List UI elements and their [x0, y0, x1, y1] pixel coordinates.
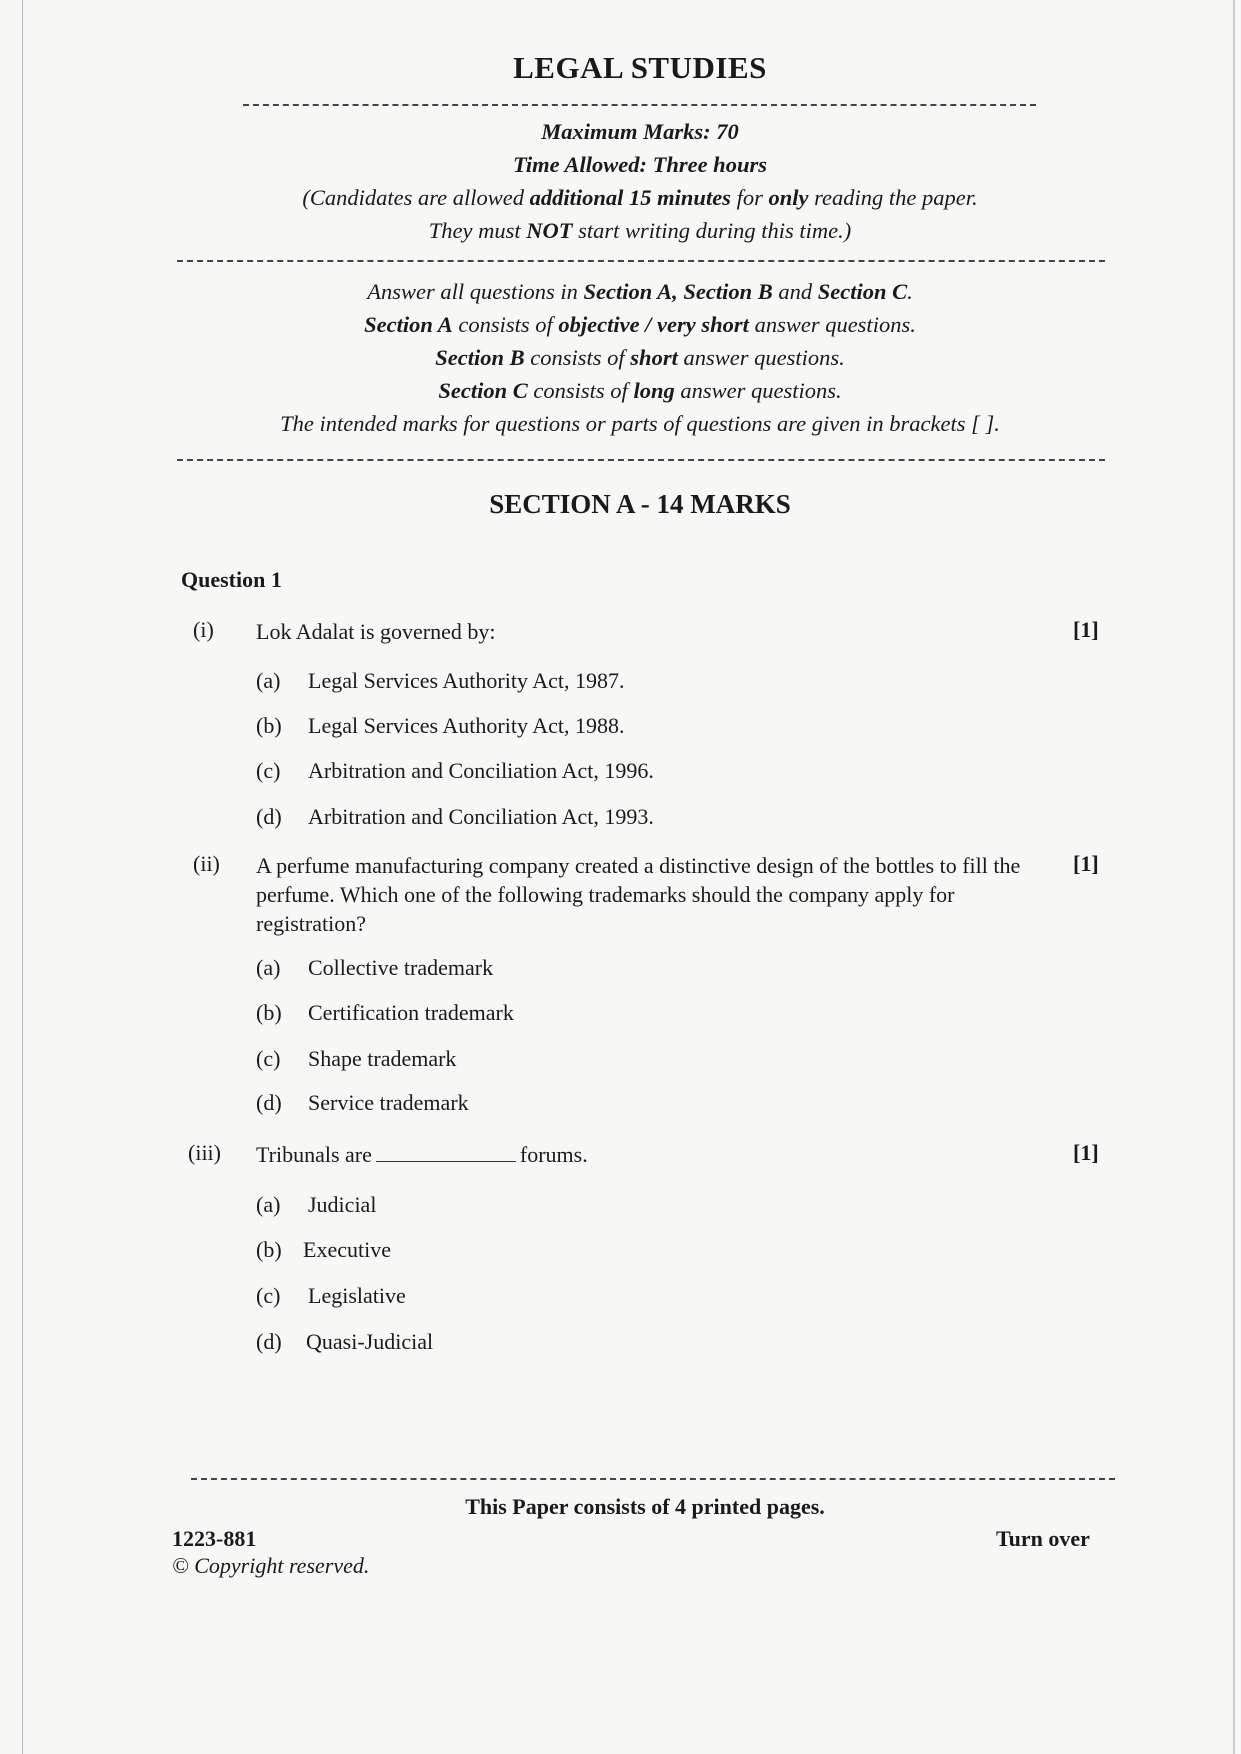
- option-text: Arbitration and Conciliation Act, 1996.: [308, 758, 654, 783]
- instruction-line-5: The intended marks for questions or parts of questions are given in brackets [ ].: [280, 411, 1000, 436]
- question-marks: [1]: [1073, 617, 1099, 642]
- instr-1-post: .: [907, 279, 913, 304]
- time-allowed: Time Allowed: Three hours: [513, 152, 767, 177]
- writing-pre: They must: [428, 218, 527, 243]
- question-stem: Lok Adalat is governed by:: [256, 619, 496, 644]
- question-marks: [1]: [1073, 851, 1099, 876]
- instr-2-post: answer questions.: [748, 312, 916, 337]
- instr-3-bold-2: short: [630, 345, 678, 370]
- stem-post: forums.: [519, 1142, 588, 1167]
- instr-1-bold-2: Section C: [817, 279, 908, 304]
- instr-4-post: answer questions.: [674, 378, 842, 403]
- scan-edge-right: [1233, 0, 1235, 1754]
- scan-edge-left: [22, 0, 23, 1754]
- option-text: Quasi-Judicial: [306, 1329, 434, 1354]
- instr-1-pre: Answer all questions in: [367, 279, 584, 304]
- instr-2-bold-1: Section A: [364, 312, 453, 337]
- exam-header-info: [0, 115, 1241, 247]
- option-item: [256, 668, 625, 694]
- question-marks: [1]: [1073, 1140, 1099, 1165]
- option-letter: (a): [256, 955, 281, 980]
- fill-in-blank: [376, 1143, 516, 1162]
- option-item: [256, 713, 625, 739]
- option-text: Certification trademark: [308, 1000, 514, 1025]
- option-item: [256, 1283, 406, 1309]
- max-marks: Maximum Marks: 70: [541, 119, 739, 144]
- instr-4-bold-2: long: [633, 378, 675, 403]
- option-text: Legal Services Authority Act, 1987.: [308, 668, 625, 693]
- instr-4-bold-1: Section C: [438, 378, 528, 403]
- reading-time-post: reading the paper.: [808, 185, 978, 210]
- option-text: Collective trademark: [308, 955, 494, 980]
- divider-footer: [191, 1478, 1115, 1480]
- instruction-line-2: [0, 308, 1241, 341]
- option-letter: (b): [256, 1237, 282, 1262]
- option-letter: (c): [256, 758, 281, 783]
- option-letter: (b): [256, 1000, 282, 1025]
- option-item: [256, 1237, 391, 1263]
- instr-4-mid: consists of: [527, 378, 634, 403]
- reading-time-pre: (Candidates are allowed: [302, 185, 530, 210]
- option-letter: (c): [256, 1046, 281, 1071]
- divider-instructions: [177, 459, 1105, 461]
- divider-title: [243, 104, 1036, 106]
- option-item: [256, 758, 654, 784]
- option-text: Legal Services Authority Act, 1988.: [308, 713, 625, 738]
- option-text: Executive: [303, 1237, 391, 1262]
- writing-post: start writing during this time.): [572, 218, 852, 243]
- option-letter: (d): [256, 804, 282, 829]
- reading-time-bold-1: additional 15 minutes: [529, 185, 731, 210]
- reading-time-bold-2: only: [768, 185, 809, 210]
- option-text: Service trademark: [308, 1090, 469, 1115]
- instr-2-bold-2: objective / very short: [558, 312, 749, 337]
- option-item: [256, 1000, 514, 1026]
- reading-time-note: [0, 181, 1241, 214]
- question-stem: [256, 1140, 1046, 1169]
- option-letter: (c): [256, 1283, 281, 1308]
- option-item: [256, 804, 654, 830]
- page-count-note: This Paper consists of 4 printed pages.: [465, 1494, 825, 1519]
- copyright-notice: © Copyright reserved.: [172, 1553, 370, 1578]
- instr-3-bold-1: Section B: [435, 345, 525, 370]
- section-title: SECTION A - 14 MARKS: [489, 489, 791, 519]
- instruction-line-4: [0, 374, 1241, 407]
- question-number: (i): [193, 617, 214, 642]
- instruction-line-1: [0, 275, 1241, 308]
- paper-code: 1223-881: [172, 1526, 257, 1551]
- option-text: Arbitration and Conciliation Act, 1993.: [308, 804, 654, 829]
- option-letter: (d): [256, 1329, 282, 1354]
- divider-header: [177, 260, 1105, 262]
- option-text: Judicial: [308, 1192, 377, 1217]
- option-letter: (d): [256, 1090, 282, 1115]
- instr-3-mid: consists of: [524, 345, 631, 370]
- question-label: Question 1: [181, 567, 282, 592]
- option-text: Shape trademark: [308, 1046, 457, 1071]
- instr-1-mid: and: [772, 279, 818, 304]
- turn-over-label: Turn over: [996, 1526, 1090, 1551]
- instructions: [0, 275, 1241, 440]
- instr-3-post: answer questions.: [677, 345, 845, 370]
- instr-2-mid: consists of: [452, 312, 559, 337]
- option-item: [256, 955, 493, 981]
- question-number: (iii): [188, 1140, 221, 1165]
- paper-title: LEGAL STUDIES: [513, 50, 767, 85]
- option-item: [256, 1329, 433, 1355]
- option-letter: (a): [256, 1192, 281, 1217]
- instr-1-bold-1: Section A, Section B: [583, 279, 773, 304]
- question-stem: A perfume manufacturing company created a distinctive design of the bottles to fill the perfume. Which one of the following trademarks should the company apply for registration?: [256, 853, 1021, 936]
- option-letter: (b): [256, 713, 282, 738]
- option-letter: (a): [256, 668, 281, 693]
- writing-bold: NOT: [526, 218, 573, 243]
- option-item: [256, 1192, 376, 1218]
- question-number: (ii): [193, 851, 220, 876]
- option-item: [256, 1090, 469, 1116]
- writing-note: [0, 214, 1241, 247]
- option-text: Legislative: [308, 1283, 406, 1308]
- instruction-line-3: [0, 341, 1241, 374]
- option-item: [256, 1046, 456, 1072]
- stem-pre: Tribunals are: [256, 1142, 372, 1167]
- reading-time-mid: for: [730, 185, 769, 210]
